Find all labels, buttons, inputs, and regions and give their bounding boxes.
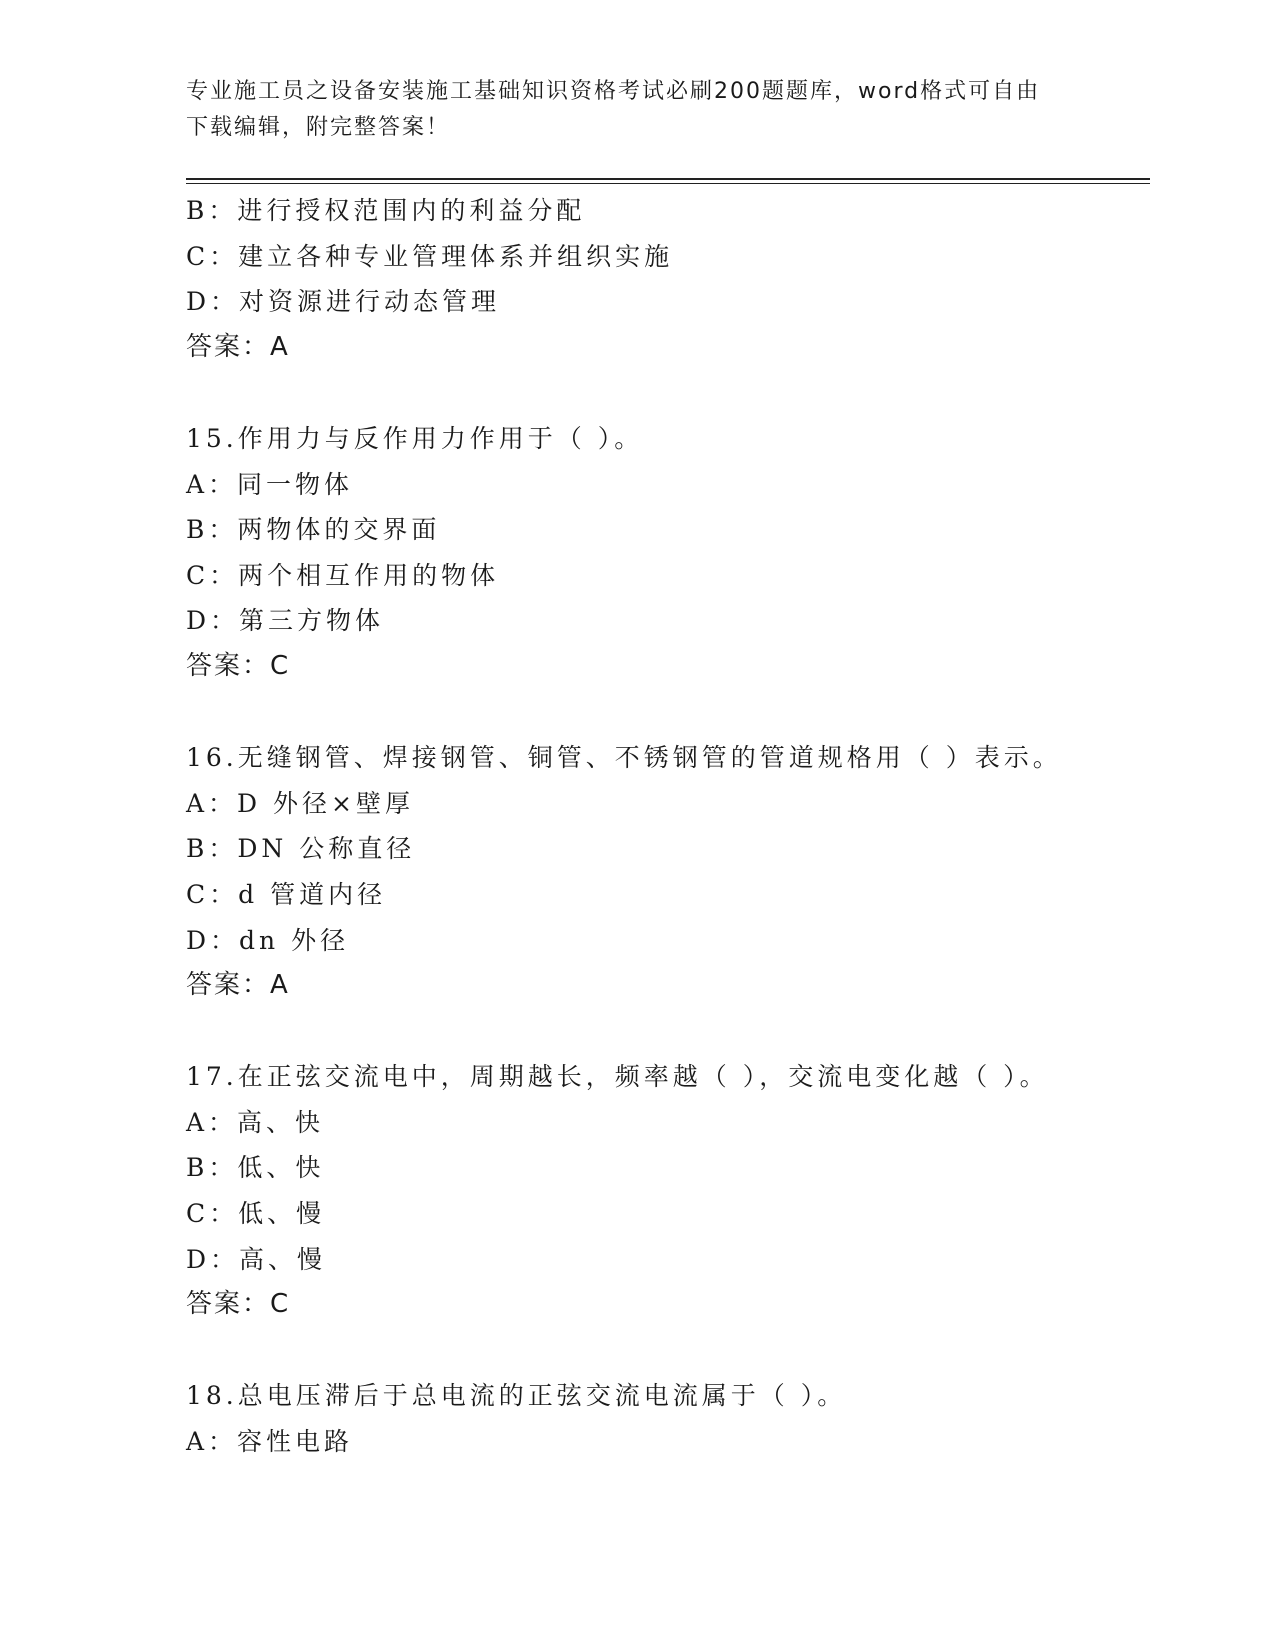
question-list bbox=[186, 188, 1150, 1465]
answer-line: 答案：C bbox=[186, 650, 291, 681]
question-17 bbox=[186, 1054, 1150, 1328]
answer-line: 答案：A bbox=[186, 970, 290, 1001]
question-15 bbox=[186, 416, 1150, 690]
question-stem: 17.在正弦交流电中，周期越长，频率越（ ），交流电变化越（ ）。 bbox=[186, 1062, 1049, 1092]
option-c: C：建立各种专业管理体系并组织实施 bbox=[186, 241, 674, 271]
option-d: D：对资源进行动态管理 bbox=[186, 287, 501, 317]
option-b: B：两物体的交界面 bbox=[186, 515, 441, 545]
option-b: B：低、快 bbox=[186, 1153, 325, 1183]
option-a: A：D 外径×壁厚 bbox=[186, 788, 414, 818]
option-c: C：d 管道内径 bbox=[186, 879, 387, 909]
option-d: D：高、慢 bbox=[186, 1244, 327, 1274]
option-a: A：容性电路 bbox=[186, 1427, 354, 1457]
question-stem: 18.总电压滞后于总电流的正弦交流电流属于（ ）。 bbox=[186, 1381, 847, 1411]
question-14-continuation bbox=[186, 188, 1150, 370]
option-a: A：同一物体 bbox=[186, 469, 354, 499]
option-c: C：低、慢 bbox=[186, 1199, 326, 1229]
option-b: B：进行授权范围内的利益分配 bbox=[186, 196, 586, 225]
document-header bbox=[186, 74, 1086, 146]
answer-line: 答案：A bbox=[186, 331, 290, 362]
option-d: D：dn 外径 bbox=[186, 925, 350, 955]
option-d: D：第三方物体 bbox=[186, 606, 385, 636]
question-18 bbox=[186, 1373, 1150, 1464]
option-a: A：高、快 bbox=[186, 1107, 325, 1137]
question-stem: 16.无缝钢管、焊接钢管、铜管、不锈钢管的管道规格用（ ）表示。 bbox=[186, 743, 1062, 773]
header-line-1: 专业施工员之设备安装施工基础知识资格考试必刷200题题库，word格式可自由 bbox=[186, 79, 1041, 104]
option-c: C：两个相互作用的物体 bbox=[186, 560, 500, 590]
question-16 bbox=[186, 735, 1150, 1009]
header-line-2: 下载编辑，附完整答案！ bbox=[186, 115, 451, 140]
header-divider bbox=[186, 178, 1150, 183]
option-b: B：DN 公称直径 bbox=[186, 834, 416, 864]
answer-line: 答案：C bbox=[186, 1289, 291, 1320]
question-stem: 15.作用力与反作用力作用于（ ）。 bbox=[186, 423, 644, 453]
